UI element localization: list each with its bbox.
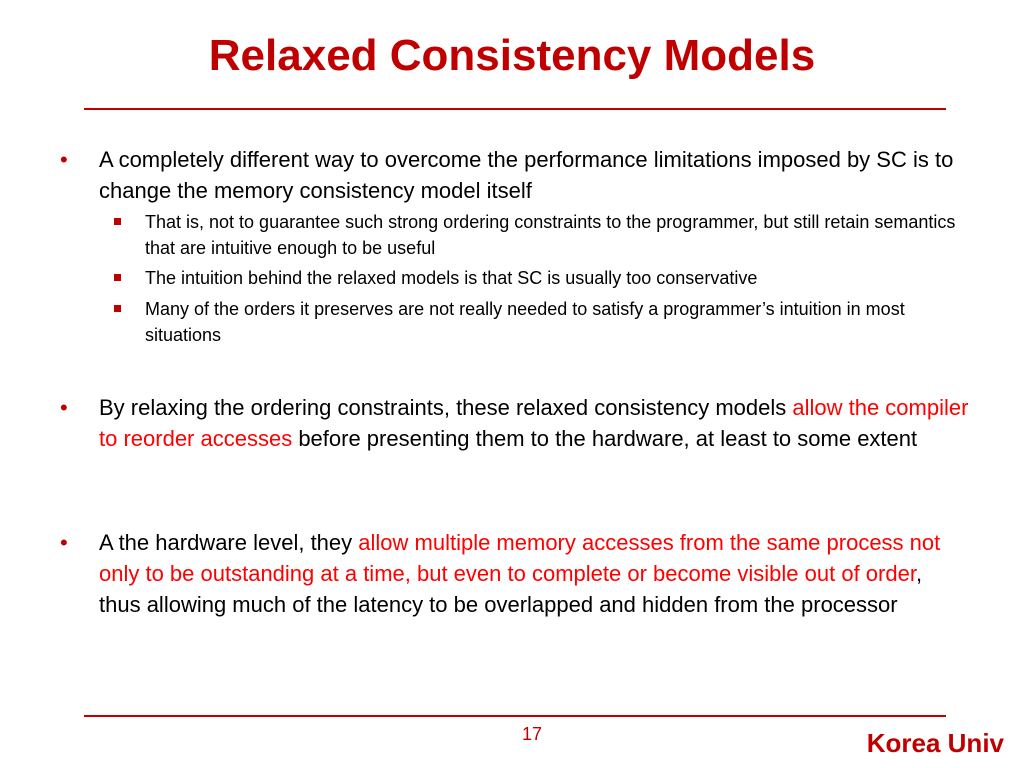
bullet-text — [99, 527, 969, 620]
bullet-text-plain: A the hardware level, they — [99, 530, 359, 555]
bullet-text-plain: By relaxing the ordering constraints, these relaxed consistency models — [99, 395, 793, 420]
square-bullet-icon — [114, 274, 121, 281]
bullet-text-plain: before presenting them to the hardware, at least to some extent — [292, 426, 918, 451]
sub-bullet-text: That is, not to guarantee such strong ordering constraints to the programmer, but still retain semantics that are intuitive enough to be useful — [145, 212, 956, 258]
bullet-text: A completely different way to overcome the performance limitations imposed by SC is to change the memory consistency model itself — [99, 147, 954, 203]
footer-brand: Korea Univ — [866, 728, 1004, 758]
bullet-dot-icon: • — [60, 395, 68, 420]
page-number: 17 — [521, 724, 543, 744]
sub-bullet-text: The intuition behind the relaxed models is that SC is usually too conservative — [145, 268, 758, 288]
title-divider — [84, 108, 946, 110]
bullet-text-plain: , thus allowing much of the latency to be overlapped and hidden from the processor — [99, 561, 923, 617]
bullet-text — [99, 392, 969, 454]
slide-title: Relaxed Consistency Models — [208, 31, 816, 80]
sub-bullet-text: Many of the orders it preserves are not really needed to satisfy a programmer’s intuition in most situations — [145, 299, 905, 345]
bullet-text-highlight: allow multiple memory accesses from the same process not only to be outstanding at a time, but even to complete or become visible out of order — [99, 530, 941, 586]
bullet-dot-icon: • — [60, 147, 68, 172]
square-bullet-icon — [114, 305, 121, 312]
square-bullet-icon — [114, 218, 121, 225]
bullet-text-highlight: allow the compiler to reorder accesses — [99, 395, 969, 451]
bullet-dot-icon: • — [60, 530, 68, 555]
footer-divider — [84, 715, 946, 717]
